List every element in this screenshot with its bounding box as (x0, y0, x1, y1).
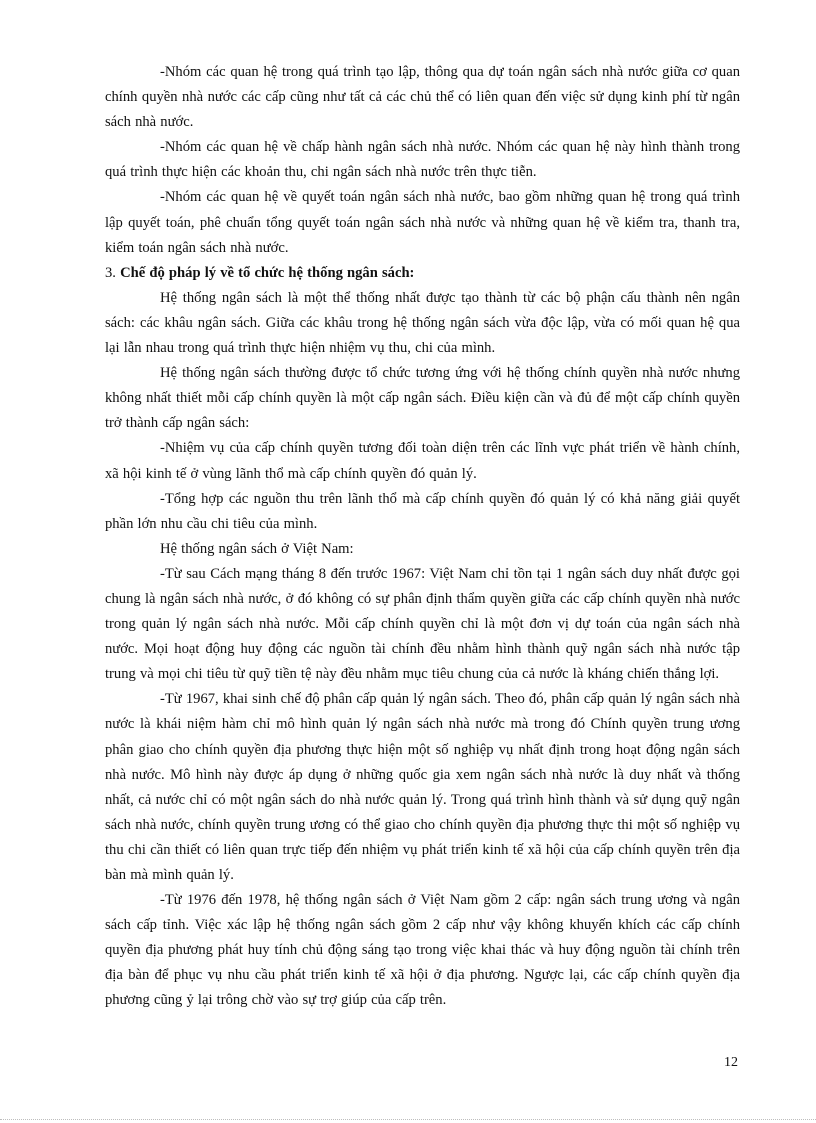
paragraph-vietnam-system-intro: Hệ thống ngân sách ở Việt Nam: (160, 540, 354, 557)
section-title: Chế độ pháp lý về tổ chức hệ thống ngân sách: (120, 264, 415, 281)
paragraph-period-from-1967: -Từ 1967, khai sinh chế độ phân cấp quản lý ngân sách. Theo đó, phân cấp quản lý ngân sách nhà nước là khái niệm hàm chỉ mô hình quản lý ngân sách nhà nước mà trong đó Chính quyền trung ương phân giao cho chính quyền địa phương thực hiện một số nghiệp vụ nhất định trong hoạt động ngân sách nhà nước. Mô hình này được áp dụng ở những quốc gia xem ngân sách nhà nước là duy nhất và thống nhất, cả nước chỉ có một ngân sách do nhà nước quản lý. Trong quá trình hình thành và sử dụng quỹ ngân sách nhà nước, chính quyền trung ương có thể giao cho chính quyền địa phương thực thi một số nghiệp vụ thu chi cần thiết có liên quan trực tiếp đến nhiệm vụ phát triển kinh tế xã hội của cấp chính quyền trên địa bàn mà mình quản lý. (105, 691, 740, 883)
section-heading (105, 261, 740, 286)
paragraph-period-1976-1978: -Từ 1976 đến 1978, hệ thống ngân sách ở Việt Nam gồm 2 cấp: ngân sách trung ương và ngân sách cấp tỉnh. Việc xác lập hệ thống ngân sách gồm 2 cấp như vậy không khuyến khích các cấp chính quyền địa phương phát huy tính chủ động sáng tạo trong việc khai thác và huy động nguồn tài chính trên địa bàn để phục vụ nhu cầu phát triển kinh tế xã hội ở địa phương. Ngược lại, các cấp chính quyền địa phương cũng ỷ lại trông chờ vào sự trợ giúp của cấp trên. (105, 892, 740, 1009)
document-page (105, 60, 740, 1014)
page-number: 12 (724, 1055, 738, 1070)
paragraph-system-definition: Hệ thống ngân sách là một thể thống nhất được tạo thành từ các bộ phận cấu thành nên ngân sách: các khâu ngân sách. Giữa các khâu trong hệ thống ngân sách vừa độc lập, vừa có mối quan hệ qua lại lẫn nhau trong quá trình thực hiện nhiệm vụ thu, chi của mình. (105, 289, 740, 357)
paragraph-period-before-1967: -Từ sau Cách mạng tháng 8 đến trước 1967: Việt Nam chỉ tồn tại 1 ngân sách duy nhất được gọi chung là ngân sách nhà nước, ở đó không có sự phân định thẩm quyền giữa các cấp chính quyền nhà nước trong quản lý ngân sách nhà nước. Mỗi cấp chính quyền chỉ là một đơn vị dự toán của ngân sách nhà nước. Mọi hoạt động huy động các nguồn tài chính đều nhằm hình thành quỹ ngân sách nhà nước tập trung và mọi chi tiêu từ quỹ tiền tệ này đều nhằm mục tiêu chung của cả nước là kháng chiến thắng lợi. (105, 565, 740, 683)
paragraph-condition-duties: -Nhiệm vụ của cấp chính quyền tương đối toàn diện trên các lĩnh vực phát triển về hành chính, xã hội kinh tế ở vùng lãnh thổ mà cấp chính quyền đó quản lý. (105, 440, 740, 482)
footer-divider (0, 1119, 816, 1120)
paragraph-condition-revenue: -Tổng hợp các nguồn thu trên lãnh thổ mà cấp chính quyền đó quản lý có khả năng giải quyết phần lớn nhu cầu chi tiêu của mình. (105, 490, 740, 532)
paragraph-budget-settlement: -Nhóm các quan hệ về quyết toán ngân sách nhà nước, bao gồm những quan hệ trong quá trình lập quyết toán, phê chuẩn tổng quyết toán ngân sách nhà nước và những quan hệ về kiểm tra, thanh tra, kiểm toán ngân sách nhà nước. (105, 189, 740, 256)
paragraph-system-organization: Hệ thống ngân sách thường được tổ chức tương ứng với hệ thống chính quyền nhà nước nhưng không nhất thiết mỗi cấp chính quyền là một cấp ngân sách. Điều kiện cần và đủ để một cấp chính quyền trở thành cấp ngân sách: (105, 365, 740, 432)
section-number: 3. (105, 264, 121, 281)
paragraph-budget-execution: -Nhóm các quan hệ về chấp hành ngân sách nhà nước. Nhóm các quan hệ này hình thành trong quá trình thực hiện các khoản thu, chi ngân sách nhà nước trên thực tiễn. (105, 139, 740, 181)
paragraph-budget-preparation: -Nhóm các quan hệ trong quá trình tạo lập, thông qua dự toán ngân sách nhà nước giữa cơ quan chính quyền nhà nước các cấp cũng như tất cả các chủ thể có liên quan đến việc sử dụng kinh phí từ ngân sách nhà nước. (105, 64, 740, 131)
